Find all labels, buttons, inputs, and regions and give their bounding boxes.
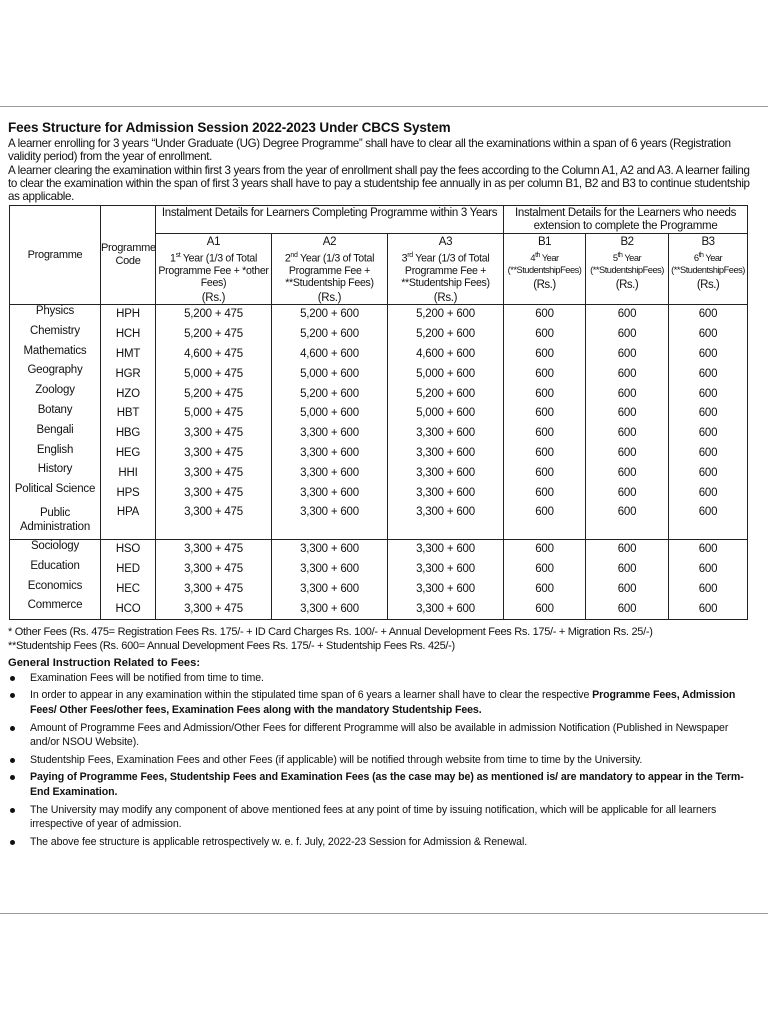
column-description: Year (1/3 of Total Programme Fee + **Studentship Fees): [285, 252, 375, 290]
column-unit: (Rs.): [317, 291, 342, 304]
cell-b2: 600: [586, 404, 669, 424]
cell-a3: 5,000 + 600: [388, 404, 504, 424]
cell-b1: 600: [504, 364, 586, 384]
cell-b3: 600: [669, 599, 748, 619]
column-unit: (Rs.): [433, 291, 458, 304]
cell-b1: 600: [504, 345, 586, 365]
instruction-item: [8, 753, 760, 768]
cell-code: HZO: [101, 384, 156, 404]
cell-b2: 600: [586, 580, 669, 600]
cell-b2: 600: [586, 444, 669, 464]
fees-table: [9, 205, 748, 620]
table-row: [10, 503, 748, 540]
cell-b2: 600: [586, 384, 669, 404]
cell-a2: 5,200 + 600: [272, 305, 388, 325]
cell-a2: 3,300 + 600: [272, 483, 388, 503]
column-year-suffix: nd: [290, 251, 298, 259]
column-code: B1: [537, 236, 552, 249]
column-header-b2: [586, 234, 669, 305]
column-year-number: 2: [284, 252, 291, 265]
cell-b3: 600: [669, 463, 748, 483]
cell-programme: Public Administration: [10, 503, 101, 540]
table-row: [10, 364, 748, 384]
cell-a2: 5,200 + 600: [272, 325, 388, 345]
table-row: [10, 404, 748, 424]
cell-a3: 3,300 + 600: [388, 483, 504, 503]
cell-programme: Botany: [10, 404, 101, 424]
column-code: B3: [701, 236, 715, 249]
table-row: [10, 463, 748, 483]
column-code: A2: [322, 236, 337, 249]
cell-a1: 3,300 + 475: [156, 540, 272, 560]
cell-a1: 3,300 + 475: [156, 424, 272, 444]
cell-code: HBG: [101, 424, 156, 444]
cell-a3: 3,300 + 600: [388, 560, 504, 580]
group-a-header: Instalment Details for Learners Completing Programme within 3 Years: [156, 206, 504, 234]
cell-a2: 3,300 + 600: [272, 463, 388, 483]
bullet-icon: [10, 693, 15, 698]
cell-b2: 600: [586, 599, 669, 619]
instruction-text: Amount of Programme Fees and Admission/Other Fees for different Programme will also be available in admission Notification (Published in Newspaper and/or NSOU Website).: [30, 721, 729, 749]
column-year-number: 6: [693, 252, 699, 263]
cell-code: HSO: [101, 540, 156, 560]
cell-programme: Geography: [10, 364, 101, 384]
column-year-suffix: st: [175, 251, 181, 259]
cell-b3: 600: [669, 345, 748, 365]
cell-a1: 5,000 + 475: [156, 364, 272, 384]
cell-a1: 5,200 + 475: [156, 384, 272, 404]
column-header-a2: [272, 234, 388, 305]
cell-b3: 600: [669, 305, 748, 325]
cell-b3: 600: [669, 540, 748, 560]
cell-b1: 600: [504, 540, 586, 560]
cell-code: HPS: [101, 483, 156, 503]
cell-a3: 3,300 + 600: [388, 540, 504, 560]
cell-code: HEC: [101, 580, 156, 600]
cell-a3: 3,300 + 600: [388, 599, 504, 619]
cell-b3: 600: [669, 325, 748, 345]
table-row: [10, 560, 748, 580]
table-row: [10, 325, 748, 345]
cell-code: HMT: [101, 345, 156, 365]
cell-programme: Commerce: [10, 599, 101, 619]
bullet-icon: [10, 676, 15, 681]
cell-b1: 600: [504, 384, 586, 404]
cell-a1: 5,200 + 475: [156, 305, 272, 325]
cell-b2: 600: [586, 325, 669, 345]
cell-b2: 600: [586, 483, 669, 503]
cell-b1: 600: [504, 463, 586, 483]
cell-programme: English: [10, 444, 101, 464]
programme-code-header: Programme Code: [101, 206, 156, 305]
cell-a1: 3,300 + 475: [156, 503, 272, 540]
cell-b3: 600: [669, 444, 748, 464]
column-code: A3: [438, 236, 453, 249]
cell-a3: 3,300 + 600: [388, 503, 504, 540]
intro-paragraph-1: A learner enrolling for 3 years “Under Graduate (UG) Degree Programme” shall have to clear all the examinations within a span of 6 years (Registration validity period) from the year of enrollment.: [8, 137, 731, 164]
column-year-number: 3: [401, 252, 408, 265]
cell-a1: 3,300 + 475: [156, 444, 272, 464]
cell-b3: 600: [669, 483, 748, 503]
cell-a2: 3,300 + 600: [272, 424, 388, 444]
cell-b1: 600: [504, 404, 586, 424]
cell-b2: 600: [586, 345, 669, 365]
footnotes: [8, 626, 760, 653]
instruction-item: [8, 721, 760, 750]
table-row: [10, 540, 748, 560]
column-header-b1: [504, 234, 586, 305]
bullet-icon: [10, 726, 15, 731]
cell-programme: Sociology: [10, 540, 101, 560]
programme-header: Programme: [10, 206, 101, 305]
cell-a2: 5,200 + 600: [272, 384, 388, 404]
cell-code: HEG: [101, 444, 156, 464]
cell-a1: 3,300 + 475: [156, 483, 272, 503]
cell-a3: 5,000 + 600: [388, 364, 504, 384]
cell-a2: 3,300 + 600: [272, 503, 388, 540]
instruction-text: Studentship Fees, Examination Fees and other Fees (if applicable) will be notified through website from time to time by the University.: [30, 753, 643, 766]
table-row: [10, 384, 748, 404]
instruction-item: [8, 770, 760, 799]
cell-programme: Mathematics: [10, 345, 101, 365]
cell-code: HHI: [101, 463, 156, 483]
cell-code: HPA: [101, 503, 156, 540]
cell-a1: 4,600 + 475: [156, 345, 272, 365]
cell-b2: 600: [586, 503, 669, 540]
top-divider: [0, 106, 768, 107]
cell-b1: 600: [504, 424, 586, 444]
cell-programme: Bengali: [10, 424, 101, 444]
table-row: [10, 599, 748, 619]
cell-b1: 600: [504, 305, 586, 325]
cell-a1: 3,300 + 475: [156, 580, 272, 600]
cell-b2: 600: [586, 424, 669, 444]
cell-a2: 3,300 + 600: [272, 599, 388, 619]
cell-a2: 5,000 + 600: [272, 404, 388, 424]
cell-a2: 3,300 + 600: [272, 580, 388, 600]
cell-programme: Zoology: [10, 384, 101, 404]
table-row: [10, 345, 748, 365]
column-year-number: 1: [169, 252, 176, 265]
instruction-bold-text: Paying of Programme Fees, Studentship Fees and Examination Fees (as the case may be) as mentioned is/ are mandatory to appear in the Term-End Examination.: [30, 771, 744, 798]
table-row: [10, 444, 748, 464]
column-unit: (Rs.): [615, 278, 639, 291]
cell-b3: 600: [669, 424, 748, 444]
general-instruction-list: [8, 671, 760, 850]
instruction-text: The University may modify any component of above mentioned fees at any point of time by issuing notification, which will be applicable for all learners irrespective of year of admission.: [30, 803, 717, 831]
cell-programme: Chemistry: [10, 325, 101, 345]
cell-b3: 600: [669, 384, 748, 404]
instruction-item: [8, 803, 760, 832]
instruction-item: [8, 688, 760, 717]
cell-a1: 5,000 + 475: [156, 404, 272, 424]
cell-a2: 5,000 + 600: [272, 364, 388, 384]
table-row: [10, 305, 748, 325]
cell-a3: 3,300 + 600: [388, 444, 504, 464]
cell-b2: 600: [586, 540, 669, 560]
cell-programme: Physics: [10, 305, 101, 325]
cell-b1: 600: [504, 483, 586, 503]
column-year-suffix: th: [698, 251, 704, 259]
cell-a1: 3,300 + 475: [156, 463, 272, 483]
cell-code: HBT: [101, 404, 156, 424]
cell-b1: 600: [504, 325, 586, 345]
cell-a1: 3,300 + 475: [156, 599, 272, 619]
column-year-number: 4: [530, 252, 536, 263]
page-title: Fees Structure for Admission Session 2022-2023 Under CBCS System: [8, 120, 451, 135]
instruction-text: Examination Fees will be notified from time to time.: [30, 671, 264, 684]
cell-a2: 3,300 + 600: [272, 540, 388, 560]
bullet-icon: [10, 840, 15, 845]
group-b-header: Instalment Details for the Learners who needs extension to complete the Programme: [504, 206, 748, 234]
cell-code: HCO: [101, 599, 156, 619]
column-description: Year (**StudentshipFees): [507, 252, 582, 276]
bottom-divider: [0, 913, 768, 914]
cell-a1: 5,200 + 475: [156, 325, 272, 345]
column-code: A1: [206, 236, 221, 249]
instruction-text: The above fee structure is applicable retrospectively w. e. f. July, 2022-23 Session for Admission & Renewal.: [30, 835, 528, 848]
cell-b1: 600: [504, 560, 586, 580]
cell-a3: 5,200 + 600: [388, 305, 504, 325]
cell-b1: 600: [504, 444, 586, 464]
cell-b2: 600: [586, 463, 669, 483]
cell-a3: 5,200 + 600: [388, 384, 504, 404]
cell-a3: 5,200 + 600: [388, 325, 504, 345]
column-year-suffix: th: [617, 251, 623, 259]
column-header-b3: [669, 234, 748, 305]
cell-programme: Economics: [10, 580, 101, 600]
general-instruction-heading: General Instruction Related to Fees:: [8, 656, 201, 669]
cell-a3: 3,300 + 600: [388, 580, 504, 600]
column-year-suffix: rd: [407, 251, 413, 259]
table-row: [10, 424, 748, 444]
cell-a3: 3,300 + 600: [388, 424, 504, 444]
cell-b1: 600: [504, 599, 586, 619]
instruction-bold-text: Programme Fees, Admission Fees/ Other Fees/other fees, Examination Fees along with the mandatory Studentship Fees.: [30, 689, 736, 716]
cell-b1: 600: [504, 503, 586, 540]
column-description: Year (1/3 of Total Programme Fee + *other Fees): [158, 252, 269, 290]
cell-programme: Education: [10, 560, 101, 580]
column-unit: (Rs.): [696, 278, 720, 291]
cell-b2: 600: [586, 305, 669, 325]
cell-b3: 600: [669, 404, 748, 424]
document-body: [8, 120, 760, 852]
intro-paragraph-2: A learner clearing the examination within first 3 years from the year of enrollment shall pay the fees according to the Column A1, A2 and A3. A learner failing to clear the examination within the span of first 3 years shall have to pay a studentship fee annually in as per column B1, B2 and B3 to continue studentship as applicable.: [8, 163, 750, 204]
cell-a2: 3,300 + 600: [272, 560, 388, 580]
column-year-number: 5: [612, 252, 618, 263]
instruction-text: In order to appear in any examination within the stipulated time span of 6 years a learner shall have to clear the respective: [30, 689, 593, 702]
cell-b2: 600: [586, 364, 669, 384]
footnote-studentship-fees: **Studentship Fees (Rs. 600= Annual Development Fees Rs. 175/- + Studentship Fees Rs. 425/-): [8, 639, 455, 652]
column-code: B2: [620, 236, 634, 249]
cell-b3: 600: [669, 364, 748, 384]
cell-code: HGR: [101, 364, 156, 384]
column-description: Year (1/3 of Total Programme Fee + **Studentship Fees): [401, 252, 490, 290]
cell-a3: 4,600 + 600: [388, 345, 504, 365]
column-description: Year (**StudentshipFees): [671, 252, 745, 276]
cell-code: HPH: [101, 305, 156, 325]
cell-b2: 600: [586, 560, 669, 580]
cell-code: HED: [101, 560, 156, 580]
cell-a1: 3,300 + 475: [156, 560, 272, 580]
table-row: [10, 483, 748, 503]
instruction-item: [8, 835, 760, 850]
column-year-suffix: th: [535, 251, 540, 259]
cell-b3: 600: [669, 580, 748, 600]
cell-code: HCH: [101, 325, 156, 345]
cell-a2: 3,300 + 600: [272, 444, 388, 464]
column-description: Year (**StudentshipFees): [590, 252, 664, 276]
cell-programme: History: [10, 463, 101, 483]
cell-b1: 600: [504, 580, 586, 600]
cell-a3: 3,300 + 600: [388, 463, 504, 483]
column-header-a1: [156, 234, 272, 305]
bullet-icon: [10, 808, 15, 813]
instruction-item: [8, 671, 760, 686]
footnote-other-fees: * Other Fees (Rs. 475= Registration Fees Rs. 175/- + ID Card Charges Rs. 100/- + Annual Development Fees Rs. 175/- + Migration Rs. 25/-): [8, 626, 653, 639]
column-unit: (Rs.): [201, 291, 226, 304]
cell-programme: Political Science: [10, 483, 101, 503]
table-row: [10, 580, 748, 600]
bullet-icon: [10, 775, 15, 780]
cell-b3: 600: [669, 560, 748, 580]
column-header-a3: [388, 234, 504, 305]
column-unit: (Rs.): [533, 278, 556, 291]
bullet-icon: [10, 758, 15, 763]
cell-a2: 4,600 + 600: [272, 345, 388, 365]
fee-rows: [10, 305, 748, 620]
cell-b3: 600: [669, 503, 748, 540]
